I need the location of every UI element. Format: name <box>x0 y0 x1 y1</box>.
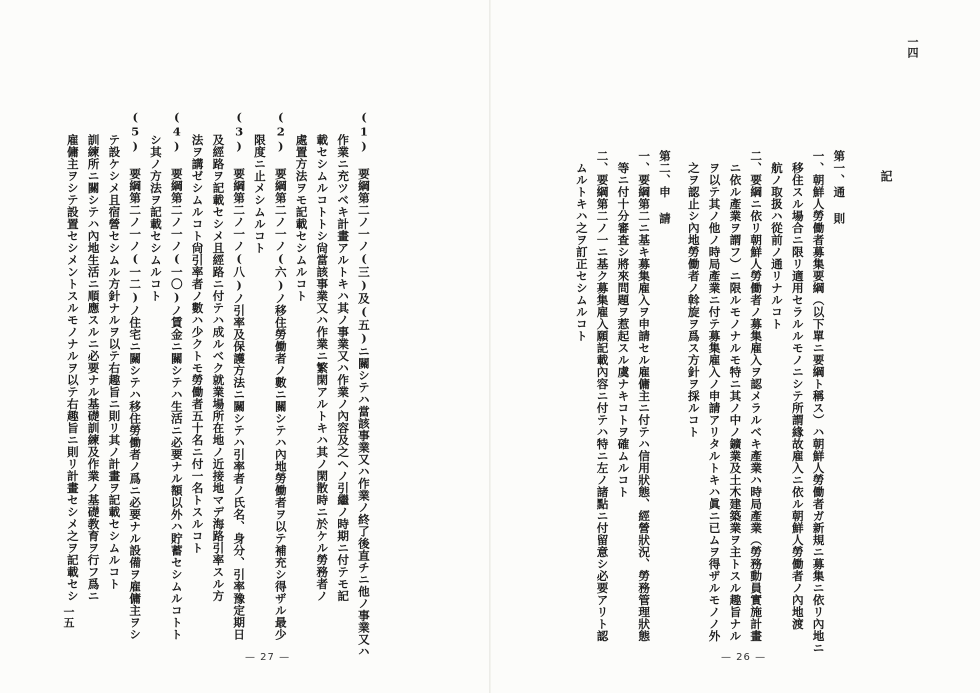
left-page-footer-number: — 27 — <box>245 652 291 663</box>
text-line: 處置方法ヲモ記載セシムルコト <box>294 134 309 302</box>
right-page-number-kanji: 一四 <box>906 36 919 58</box>
text-line: 載セシムルコトトシ尙當該事業又ハ作業ニ繁閑アルトキハ其ノ閑散時ニ於ケル勞務者ノ <box>315 134 330 602</box>
text-line: 雇傭主ヲシテ設置セシメントスルモノナルヲ以テ右趣旨ニ則リ計畫セシメ之ヲ記載セシ <box>65 134 80 602</box>
text-line: ムルトキハ之ヲ訂正セシムルコト <box>574 162 589 342</box>
right-page-ki-label: 記 <box>879 170 893 182</box>
left-page <box>0 0 489 693</box>
text-line: 航ノ取扱ハ從前ノ通リナルコト <box>769 162 784 330</box>
text-line: (1) 要綱第二ノ一ノ(三)及(五)ニ關シテハ當該事業又ハ作業ノ終了後直チニ他ノ事業又ハ <box>356 110 371 658</box>
text-line: ヲ以テ其ノ他ノ時局產業ニ付テ募集雇入ノ申請アリタルトキハ眞ニ已ムヲ得ザルモノノ外 <box>707 162 722 642</box>
text-line: (4) 要綱第二ノ一ノ(一〇)ノ賃金ニ關シテハ生活ニ必要ナル額以外ハ貯蓄セシムルコトト <box>169 110 184 641</box>
text-line: 之ヲ認止シ內地勞働者ノ斡旋ヲ爲ス方針ヲ採ルコト <box>686 162 701 438</box>
text-line: (2) 要綱第二ノ一ノ(六)ノ移住勞働者ノ數ニ關シテハ內地勞働者ヲ以テ補充シ得ザル最少 <box>273 110 288 641</box>
left-page-number-kanji: 一五 <box>62 606 75 628</box>
text-line: 二、要綱第二ノ一ニ基ク募集雇入願記載內容ニ付テハ特ニ左ノ諸點ニ付留意シ必要アリト認 <box>595 150 610 642</box>
right-page <box>491 0 980 693</box>
text-line: 限度ニ止メシムルコト <box>252 134 267 254</box>
text-line: 作業ニ充ツベキ計畫アルトキハ其ノ事業又ハ作業ノ內容及之ヘノ引繼ノ時期ニ付テモ記 <box>336 134 351 602</box>
text-line: 移住スル場合ニ限リ適用セラルルモノニシテ所謂緣故雇入ニ依ル朝鮮人勞働者ノ內地渡 <box>790 162 805 630</box>
text-line: 二、要綱ニ依リ朝鮮人勞働者ノ募集雇入ヲ認メラルベキ產業ハ時局產業（勞務動員實施計畫 <box>749 150 764 642</box>
text-line: テ設ケシメ且宿營セシムル方針ナルヲ以テ右趣旨ニ則リ其ノ計畫ヲ記載セシムルコト <box>107 134 122 590</box>
text-line: 一、要綱第二ニ基キ募集雇入ヲ申請セル雇傭主ニ付テハ信用狀態、經營狀況、勞務管理狀態 <box>637 150 652 642</box>
text-line: シ其ノ方法ヲ記載セシムルコト <box>148 134 163 302</box>
right-page-footer-number: — 26 — <box>721 652 767 663</box>
text-line: 等ニ付十分審査シ將來問題ヲ惹起スル虞ナキコトヲ確ムルコト <box>616 162 631 498</box>
text-line: 及經路ヲ記載セシメ且經路ニ付テハ成ルベク就業場所在地ノ近接地マデ海路引率スル方 <box>211 134 226 602</box>
text-line: ニ依ル產業ヲ謂フ）ニ限ルモノナルモ特ニ其ノ中ノ鑛業及土木建築業ヲ主トスル趣旨ナル <box>728 162 743 642</box>
text-line: (3) 要綱第二ノ一ノ(八)ノ引率及保護方法ニ關シテハ引率者ノ氏名、身分、引率豫定期日 <box>232 110 247 641</box>
section-heading-general: 第一、通 則 <box>832 150 847 225</box>
text-line: (5) 要綱第二ノ一ノ(一二)ノ住宅ニ關シテハ移住勞働者ノ爲ニ必要ナル設備ヲ雇傭主ヲシ <box>128 110 143 641</box>
section-heading-application: 第二、申 請 <box>657 150 672 225</box>
right-page-body <box>571 150 849 654</box>
text-line: 一、朝鮮人勞働者募集要綱（以下單ニ要綱ト稱ス）ハ朝鮮人勞働者ガ新規ニ募集ニ依リ內地ニ <box>811 150 826 654</box>
text-line: 訓練所ニ關シテハ內地生活ニ順應スルニ必要ナル基礎訓練及作業ノ基礎教育ヲ行フ爲ニ <box>86 134 101 602</box>
text-line: 法ヲ講ゼシムルコト尙引率者ノ數ハ少クトモ勞働者五十名ニ付一名トスルコト <box>190 134 205 554</box>
